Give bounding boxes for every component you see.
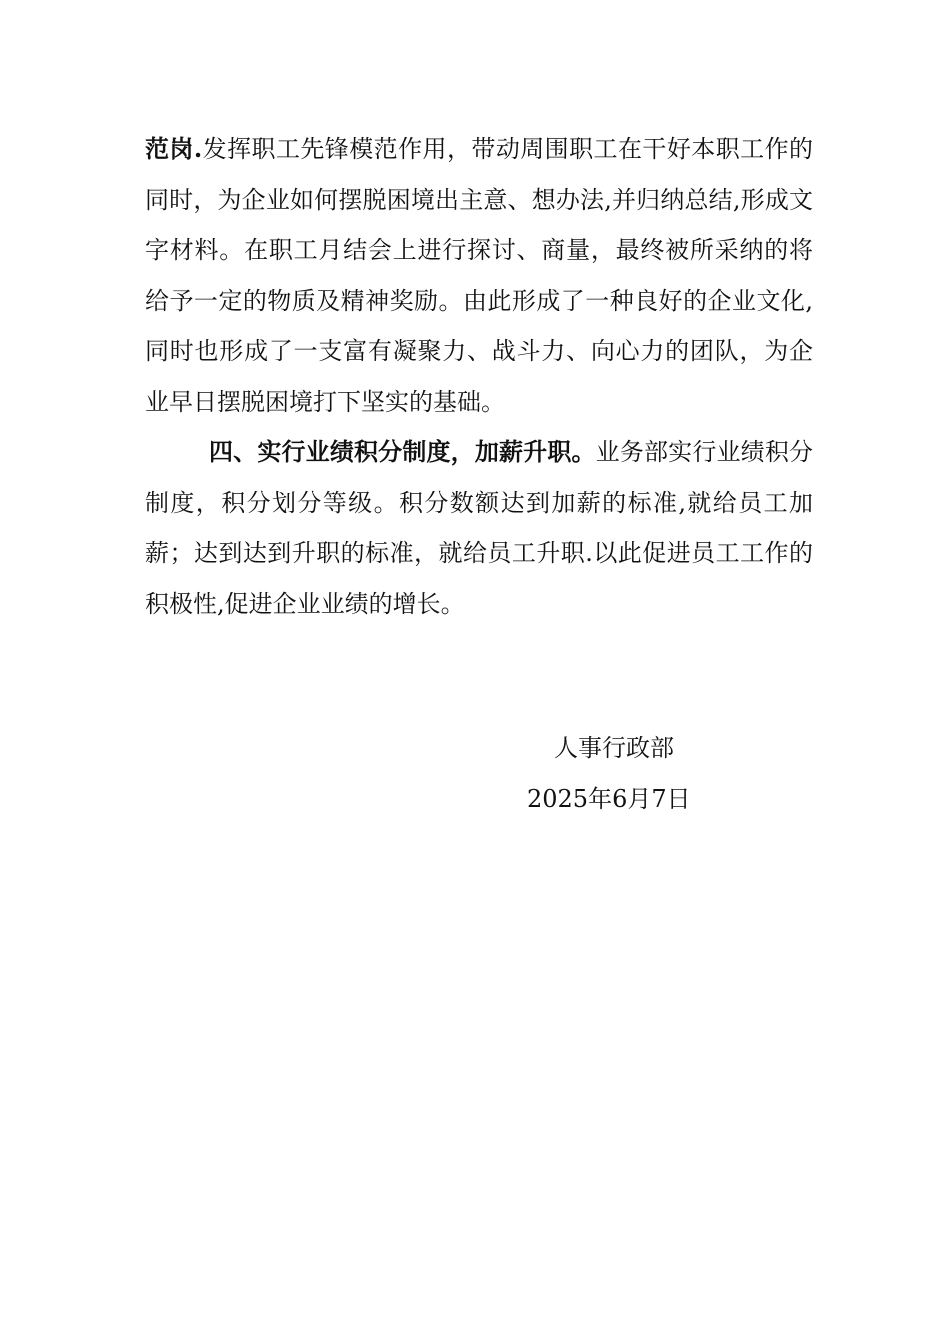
paragraph-text: 业务部实行业绩积分制度，积分划分等级。积分数额达到加薪的标准,就给员工加薪；达到达到升职的标准，就给员工升职.以此促进员工工作的积极性,促进企业业绩的增长。 — [145, 438, 814, 618]
paragraph-lead: 范岗. — [145, 134, 203, 163]
document-body — [145, 124, 813, 629]
paragraph-section-four — [145, 427, 813, 629]
paragraph-pioneer — [145, 124, 813, 427]
signature-department: 人事行政部 — [554, 734, 674, 762]
paragraph-text: 发挥职工先锋模范作用，带动周围职工在干好本职工作的同时，为企业如何摆脱困境出主意、想办法,并归纳总结,形成文字材料。在职工月结会上进行探讨、商量，最终被所采纳的将给予一定的物质及精神奖励。由此形成了一种良好的企业文化,同时也形成了一支富有凝聚力、战斗力、向心力的团队，为企业早日摆脱困境打下坚实的基础。 — [145, 135, 813, 416]
signature-date: 2025年6月7日 — [527, 785, 691, 813]
section-heading: 四、实行业绩积分制度，加薪升职。 — [209, 437, 596, 466]
